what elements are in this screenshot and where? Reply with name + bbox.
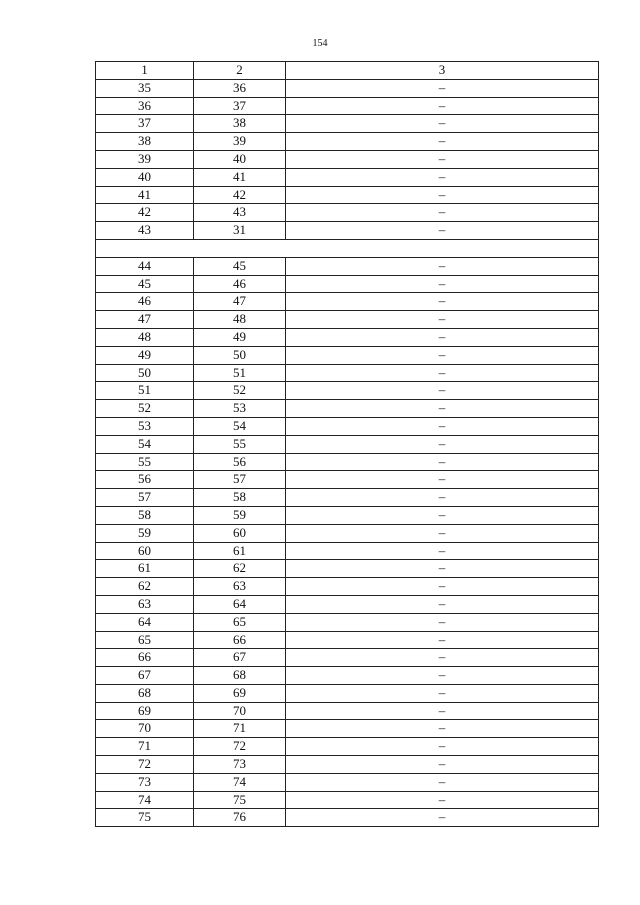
cell-col-3: – [286, 115, 599, 133]
cell-col-3: – [286, 275, 599, 293]
cell-col-2: 51 [194, 364, 286, 382]
cell-col-3: – [286, 773, 599, 791]
cell-col-2: 75 [194, 791, 286, 809]
table-row [96, 560, 599, 578]
table-row [96, 631, 599, 649]
cell-col-1: 69 [96, 702, 194, 720]
table-row [96, 613, 599, 631]
cell-col-3: – [286, 204, 599, 222]
cell-col-3: – [286, 809, 599, 827]
cell-col-2: 49 [194, 328, 286, 346]
table-row [96, 417, 599, 435]
table-row [96, 168, 599, 186]
cell-col-2: 31 [194, 222, 286, 240]
cell-col-2: 76 [194, 809, 286, 827]
cell-col-2: 67 [194, 649, 286, 667]
cell-col-2: 45 [194, 257, 286, 275]
table-row [96, 346, 599, 364]
cell-col-2: 43 [194, 204, 286, 222]
cell-col-1: 62 [96, 578, 194, 596]
cell-col-1: 59 [96, 524, 194, 542]
table-row [96, 738, 599, 756]
cell-col-1: 71 [96, 738, 194, 756]
column-header-1: 1 [96, 62, 194, 80]
table-row [96, 684, 599, 702]
cell-col-1: 50 [96, 364, 194, 382]
cell-col-1: 53 [96, 417, 194, 435]
table-row [96, 328, 599, 346]
cell-col-2: 61 [194, 542, 286, 560]
table-row [96, 756, 599, 774]
table-row [96, 702, 599, 720]
cell-col-1: 61 [96, 560, 194, 578]
cell-col-1: 47 [96, 311, 194, 329]
cell-col-1: 65 [96, 631, 194, 649]
column-header-3: 3 [286, 62, 599, 80]
cell-col-3: – [286, 79, 599, 97]
table-row [96, 204, 599, 222]
cell-col-3: – [286, 311, 599, 329]
cell-col-3: – [286, 595, 599, 613]
cell-col-1: 37 [96, 115, 194, 133]
cell-col-3: – [286, 560, 599, 578]
cell-col-2: 38 [194, 115, 286, 133]
table-row [96, 97, 599, 115]
cell-col-3: – [286, 489, 599, 507]
table-row [96, 79, 599, 97]
table-row [96, 311, 599, 329]
cell-col-3: – [286, 738, 599, 756]
table-row [96, 400, 599, 418]
cell-col-3: – [286, 435, 599, 453]
table-body [96, 62, 599, 827]
cell-col-2: 55 [194, 435, 286, 453]
table-row [96, 186, 599, 204]
cell-col-3: – [286, 524, 599, 542]
cell-col-3: – [286, 133, 599, 151]
cell-col-3: – [286, 542, 599, 560]
table-row [96, 150, 599, 168]
cell-col-2: 60 [194, 524, 286, 542]
cell-col-1: 63 [96, 595, 194, 613]
cell-col-1: 74 [96, 791, 194, 809]
cell-col-1: 40 [96, 168, 194, 186]
cell-col-2: 37 [194, 97, 286, 115]
cell-col-1: 52 [96, 400, 194, 418]
cell-col-1: 36 [96, 97, 194, 115]
table-row [96, 275, 599, 293]
cell-col-3: – [286, 293, 599, 311]
cell-col-1: 48 [96, 328, 194, 346]
cell-col-2: 40 [194, 150, 286, 168]
table-row [96, 382, 599, 400]
cell-col-2: 74 [194, 773, 286, 791]
table-row [96, 773, 599, 791]
table-row [96, 257, 599, 275]
cell-col-1: 51 [96, 382, 194, 400]
table-separator-row [96, 239, 599, 257]
cell-col-2: 53 [194, 400, 286, 418]
cell-col-1: 55 [96, 453, 194, 471]
page-number: 154 [312, 38, 328, 49]
cell-col-2: 59 [194, 506, 286, 524]
table-row [96, 435, 599, 453]
cell-col-1: 58 [96, 506, 194, 524]
table-row [96, 453, 599, 471]
table-row [96, 293, 599, 311]
cell-col-2: 39 [194, 133, 286, 151]
cell-col-3: – [286, 578, 599, 596]
cell-col-3: – [286, 328, 599, 346]
cell-col-1: 73 [96, 773, 194, 791]
table-row [96, 595, 599, 613]
cell-col-3: – [286, 346, 599, 364]
cell-col-1: 39 [96, 150, 194, 168]
cell-col-1: 70 [96, 720, 194, 738]
cell-col-2: 52 [194, 382, 286, 400]
cell-col-3: – [286, 364, 599, 382]
cell-col-1: 66 [96, 649, 194, 667]
cell-col-3: – [286, 471, 599, 489]
cell-col-2: 62 [194, 560, 286, 578]
cell-col-1: 43 [96, 222, 194, 240]
table-row [96, 506, 599, 524]
cell-col-1: 38 [96, 133, 194, 151]
cell-col-1: 45 [96, 275, 194, 293]
cell-col-2: 72 [194, 738, 286, 756]
table-row [96, 222, 599, 240]
cell-col-2: 47 [194, 293, 286, 311]
cell-col-2: 48 [194, 311, 286, 329]
cell-col-1: 46 [96, 293, 194, 311]
cell-col-3: – [286, 791, 599, 809]
cell-col-2: 42 [194, 186, 286, 204]
cell-col-2: 64 [194, 595, 286, 613]
cell-col-2: 65 [194, 613, 286, 631]
cell-col-3: – [286, 400, 599, 418]
cell-col-3: – [286, 756, 599, 774]
table-row [96, 791, 599, 809]
cell-col-2: 70 [194, 702, 286, 720]
table-row [96, 364, 599, 382]
cell-col-1: 67 [96, 667, 194, 685]
cell-col-1: 54 [96, 435, 194, 453]
cell-col-3: – [286, 702, 599, 720]
table-row [96, 649, 599, 667]
cell-col-1: 56 [96, 471, 194, 489]
cell-col-3: – [286, 97, 599, 115]
cell-col-3: – [286, 649, 599, 667]
cell-col-3: – [286, 417, 599, 435]
table-header-row [96, 62, 599, 80]
cell-col-2: 69 [194, 684, 286, 702]
column-header-2: 2 [194, 62, 286, 80]
cell-col-2: 73 [194, 756, 286, 774]
table-row [96, 471, 599, 489]
cell-col-1: 35 [96, 79, 194, 97]
cell-col-3: – [286, 613, 599, 631]
cell-col-2: 58 [194, 489, 286, 507]
cell-col-2: 63 [194, 578, 286, 596]
table-row [96, 133, 599, 151]
cell-col-2: 41 [194, 168, 286, 186]
cell-col-1: 44 [96, 257, 194, 275]
cell-col-1: 57 [96, 489, 194, 507]
table-row [96, 667, 599, 685]
cell-col-3: – [286, 150, 599, 168]
cell-col-2: 66 [194, 631, 286, 649]
table-row [96, 115, 599, 133]
cell-col-3: – [286, 684, 599, 702]
cell-col-3: – [286, 186, 599, 204]
cell-col-3: – [286, 720, 599, 738]
table-row [96, 720, 599, 738]
cell-col-3: – [286, 168, 599, 186]
cell-col-2: 56 [194, 453, 286, 471]
cell-col-3: – [286, 631, 599, 649]
cell-col-3: – [286, 382, 599, 400]
table-row [96, 524, 599, 542]
table-row [96, 578, 599, 596]
cell-col-1: 49 [96, 346, 194, 364]
cell-col-1: 41 [96, 186, 194, 204]
cell-col-3: – [286, 453, 599, 471]
cell-col-1: 72 [96, 756, 194, 774]
table-row [96, 489, 599, 507]
data-table [95, 61, 599, 827]
cell-col-2: 57 [194, 471, 286, 489]
cell-col-3: – [286, 257, 599, 275]
cell-col-1: 64 [96, 613, 194, 631]
cell-col-1: 42 [96, 204, 194, 222]
cell-col-3: – [286, 222, 599, 240]
cell-col-2: 54 [194, 417, 286, 435]
separator-cell [96, 239, 599, 257]
table-row [96, 542, 599, 560]
cell-col-2: 68 [194, 667, 286, 685]
cell-col-3: – [286, 667, 599, 685]
table-row [96, 809, 599, 827]
cell-col-2: 71 [194, 720, 286, 738]
cell-col-2: 36 [194, 79, 286, 97]
cell-col-1: 75 [96, 809, 194, 827]
cell-col-1: 60 [96, 542, 194, 560]
cell-col-3: – [286, 506, 599, 524]
cell-col-2: 50 [194, 346, 286, 364]
cell-col-2: 46 [194, 275, 286, 293]
cell-col-1: 68 [96, 684, 194, 702]
